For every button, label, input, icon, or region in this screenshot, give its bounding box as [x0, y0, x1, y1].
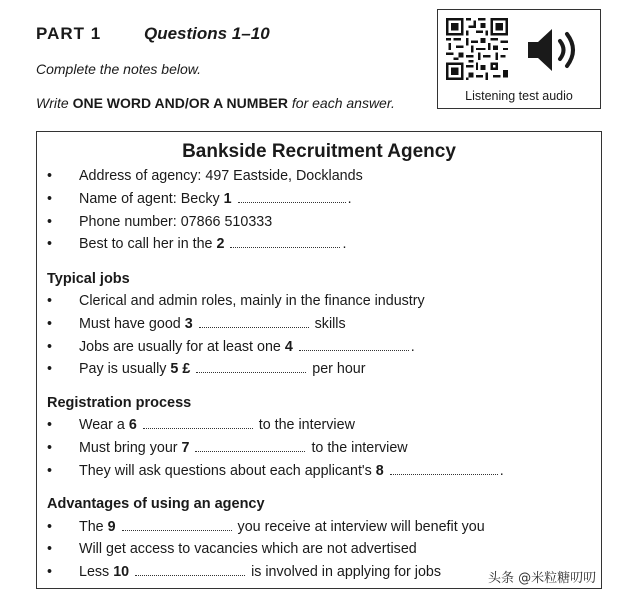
item-text: They will ask questions about each applicant's	[79, 463, 372, 479]
answer-blank[interactable]	[122, 519, 232, 531]
item-text: to the interview	[311, 440, 408, 456]
audio-panel[interactable]	[437, 9, 601, 109]
answer-blank[interactable]	[195, 440, 305, 452]
section-heading: Registration process	[47, 395, 192, 411]
item-text: is involved in applying for jobs	[251, 564, 441, 580]
questions-range: Questions 1–10	[144, 24, 270, 43]
item-text: Address of agency: 497 Eastside, Docklands	[79, 168, 363, 184]
item-text: you receive at interview will benefit you	[237, 519, 485, 535]
notes-title: Bankside Recruitment Agency	[182, 141, 456, 162]
question-number: 9	[107, 519, 116, 535]
answer-blank[interactable]	[238, 191, 346, 203]
instruction-complete: Complete the notes below.	[36, 61, 201, 77]
item-text: .	[342, 236, 347, 252]
answer-blank[interactable]	[196, 361, 306, 373]
audio-label: Listening test audio	[465, 89, 573, 103]
part-title: PART 1	[36, 24, 102, 43]
item-text: skills	[314, 316, 346, 332]
item-text: Phone number: 07866 510333	[79, 214, 273, 230]
item-text: Clerical and admin roles, mainly in the finance industry	[79, 293, 425, 309]
item-text: Less	[79, 564, 110, 580]
answer-blank[interactable]	[135, 564, 245, 576]
notes-box: Bankside Recruitment Agency • Address of agency: 497 Eastside, Docklands • Name of agent: Becky 1 . • Phone number: 07866 510333 • Best to call her in the 2 . Typical jobs • Clerical and admin roles, mainly in the finance industry • Must have good 3 skills • Jobs are usually for at least one 4 . • Pay is usually 5 £ per hour Registration process • Wear a 6 to the interview • Must bring your 7 to the interview • They will ask questions about each applicant's 8 . Advantages of using an agency • The 9 you receive at interview will benefit you • Will get access to vacancies which are not advertised • Less 10 is involved in applying for jobs	[36, 131, 602, 589]
answer-blank[interactable]	[230, 236, 340, 248]
speaker-icon[interactable]	[524, 24, 582, 76]
item-text: Pay is usually	[79, 361, 167, 377]
instruction-write	[36, 95, 395, 111]
instruction-write-post: for each answer.	[291, 95, 395, 111]
item-text: .	[499, 463, 504, 479]
answer-blank[interactable]	[390, 463, 498, 475]
instruction-write-pre: Write	[36, 95, 69, 111]
qr-code	[446, 18, 508, 80]
question-number: 5 £	[170, 361, 191, 377]
item-text: Must have good	[79, 316, 181, 332]
item-text: Will get access to vacancies which are not advertised	[79, 541, 417, 557]
section-heading: Typical jobs	[47, 271, 130, 287]
question-number: 1	[223, 191, 232, 207]
question-number: 10	[113, 564, 130, 580]
answer-blank[interactable]	[299, 339, 409, 351]
watermark: 头条 @米粒糖叨叨	[488, 571, 597, 586]
item-text: Wear a	[79, 417, 125, 433]
item-text: Name of agent: Becky	[79, 191, 220, 207]
item-text: .	[347, 191, 352, 207]
instruction-write-emphasis: ONE WORD AND/OR A NUMBER	[72, 95, 288, 111]
item-text: Must bring your	[79, 440, 178, 456]
item-text: per hour	[312, 361, 366, 377]
item-text: to the interview	[258, 417, 355, 433]
question-number: 2	[216, 236, 225, 252]
question-number: 8	[375, 463, 384, 479]
item-text: .	[410, 339, 415, 355]
question-number: 6	[128, 417, 137, 433]
section-heading: Advantages of using an agency	[47, 496, 265, 512]
answer-blank[interactable]	[143, 417, 253, 429]
question-number: 4	[284, 339, 293, 355]
item-text: Jobs are usually for at least one	[79, 339, 281, 355]
item-text: The	[79, 519, 104, 535]
question-number: 7	[181, 440, 190, 456]
answer-blank[interactable]	[199, 316, 309, 328]
question-number: 3	[184, 316, 193, 332]
item-text: Best to call her in the	[79, 236, 213, 252]
